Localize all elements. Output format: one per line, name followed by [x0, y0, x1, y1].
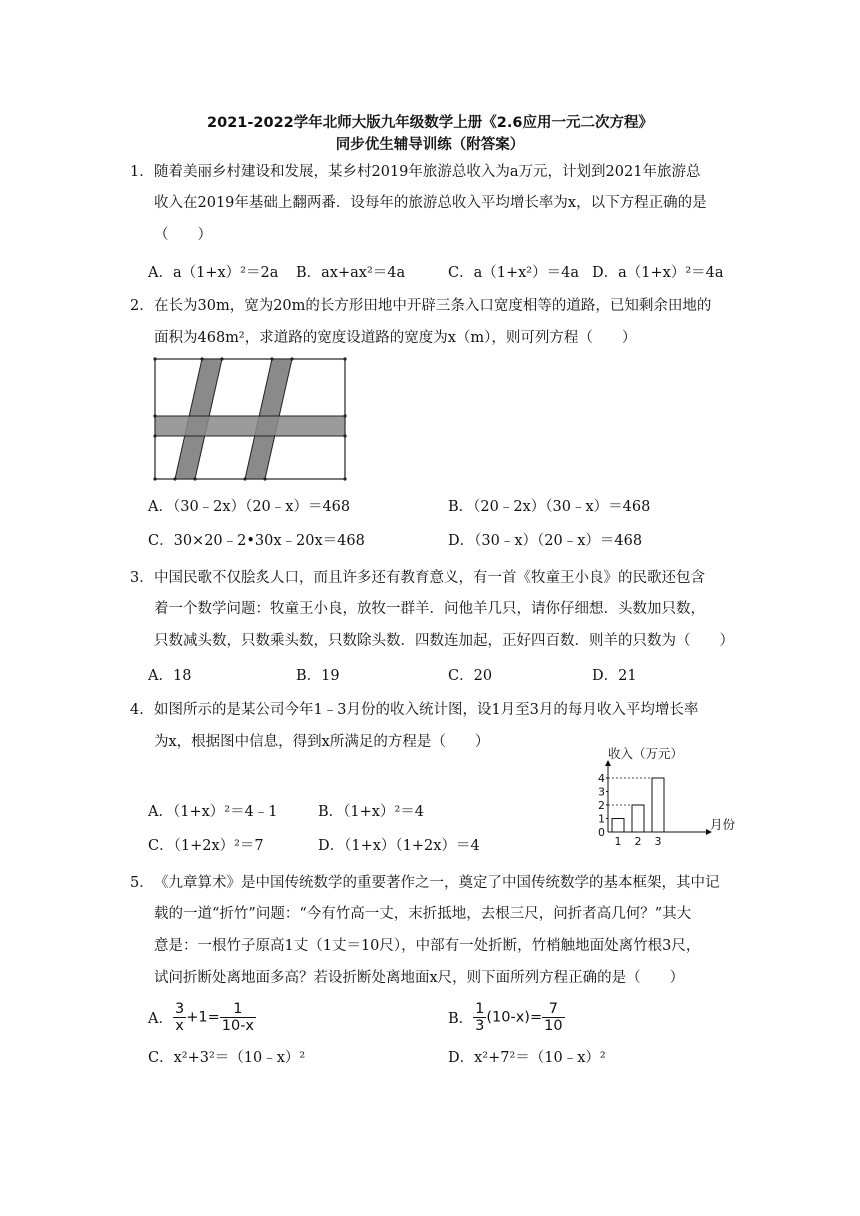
option-b[interactable]: B．19	[296, 668, 340, 684]
numerator: 1	[475, 1001, 485, 1017]
page-title: 2021-2022学年北师大版九年级数学上册《2.6应用一元二次方程》	[207, 115, 653, 131]
chart-xlabel: 月份	[710, 817, 736, 832]
question-text: 如图所示的是某公司今年1﹣3月份的收入统计图，设1月至3月的每月收入平均增长率	[154, 702, 699, 718]
denominator: 10-x	[221, 1018, 255, 1034]
question-text: 载的一道“折竹”问题：“今有竹高一丈，末折抵地，去根三尺，问折者高几何？”其大	[154, 906, 692, 922]
expression: (10-x)=	[486, 1009, 543, 1026]
question-text: 在长为30m，宽为20m的长方形田地中开辟三条入口宽度相等的道路，已知剩余田地的	[154, 298, 712, 314]
option-a[interactable]	[148, 1001, 256, 1034]
numerator: 1	[220, 1001, 256, 1018]
question-text: 只数减头数，只数乘头数，只数除头数．四数连加起，正好四百数．则羊的只数为（ ）	[154, 633, 734, 649]
option-a[interactable]: A．（30﹣2x）（20﹣x）＝468	[148, 499, 351, 515]
option-d[interactable]: D．x²+7²＝（10﹣x）²	[448, 1050, 606, 1066]
question-number: 2．	[130, 298, 154, 314]
question-text: 为x，根据图中信息，得到x所满足的方程是（ ）	[154, 734, 490, 750]
y-tick-label: 0	[598, 826, 605, 839]
y-tick-label: 3	[598, 785, 605, 799]
question-text: （ ）	[154, 227, 212, 243]
x-tick-label: 1	[614, 835, 622, 848]
fraction	[542, 1001, 564, 1034]
option-b[interactable]	[448, 1001, 565, 1034]
option-b[interactable]: B．ax+ax²＝4a	[296, 265, 406, 281]
fraction	[173, 1001, 186, 1034]
question-text: 意是：一根竹子原高1丈（1丈＝10尺），中部有一处折断，竹梢触地面处离竹根3尺，	[154, 938, 701, 954]
fraction	[473, 1001, 486, 1034]
bar-month-2	[632, 805, 644, 832]
question-text: 试问折断处离地面多高？若设折断处离地面x尺，则下面所列方程正确的是（ ）	[154, 970, 685, 986]
option-d[interactable]: D．（1+x）（1+2x）＝4	[318, 838, 480, 854]
page-subtitle: 同步优生辅导训练（附答案）	[335, 137, 525, 153]
y-tick-label: 1	[598, 812, 605, 826]
question-number: 4．	[130, 702, 154, 718]
chart-title: 收入（万元）	[608, 746, 684, 761]
option-d[interactable]: D．（30﹣x）（20﹣x）＝468	[448, 533, 643, 549]
expression: +1=	[186, 1009, 220, 1026]
bar-month-1	[612, 819, 624, 833]
option-a[interactable]: A．（1+x）²＝4﹣1	[148, 804, 278, 820]
question-text: 中国民歌不仅脍炙人口，而且许多还有教育意义，有一首《牧童王小良》的民歌还包含	[154, 570, 705, 586]
question-text: 收入在2019年基础上翻两番．设每年的旅游总收入平均增长率为x，以下方程正确的是	[154, 195, 707, 211]
numerator: 7	[542, 1001, 564, 1018]
numerator: 3	[174, 1001, 185, 1017]
question-number: 3．	[130, 570, 154, 586]
option-c[interactable]: C．20	[448, 668, 493, 684]
option-c[interactable]: C．a（1+x²）＝4a	[448, 265, 579, 281]
fraction	[220, 1001, 256, 1034]
question-text: 面积为468m²，求道路的宽度设道路的宽度为x（m），则可列方程（ ）	[154, 330, 637, 346]
denominator: 3	[475, 1018, 485, 1034]
question-number: 5．	[130, 875, 154, 891]
field-roads-diagram	[150, 354, 350, 484]
denominator: 10	[544, 1018, 563, 1034]
denominator: x	[175, 1018, 184, 1034]
option-c[interactable]: C．（1+2x）²＝7	[148, 838, 264, 854]
option-a[interactable]: A．a（1+x）²＝2a	[148, 265, 279, 281]
y-tick-label: 4	[598, 772, 605, 785]
option-d[interactable]: D．21	[592, 668, 637, 684]
question-text: 随着美丽乡村建设和发展，某乡村2019年旅游总收入为a万元，计划到2021年旅游总	[154, 164, 701, 180]
option-c[interactable]: C．x²+3²＝（10﹣x）²	[148, 1050, 306, 1066]
x-tick-label: 3	[654, 835, 662, 848]
option-a[interactable]: A．18	[148, 668, 192, 684]
option-b[interactable]: B．（20﹣2x）（30﹣x）＝468	[448, 499, 651, 515]
option-label: A．	[148, 1011, 173, 1027]
bar-month-3	[652, 778, 664, 832]
x-tick-label: 2	[634, 835, 642, 848]
question-number: 1．	[130, 164, 154, 180]
option-d[interactable]: D．a（1+x）²＝4a	[592, 265, 724, 281]
option-label: B．	[448, 1011, 474, 1027]
question-text: 《九章算术》是中国传统数学的重要著作之一，奠定了中国传统数学的基本框架，其中记	[154, 875, 720, 891]
option-b[interactable]: B．（1+x）²＝4	[318, 804, 424, 820]
option-c[interactable]: C．30×20﹣2•30x﹣20x＝468	[148, 533, 365, 549]
y-tick-label: 2	[598, 799, 605, 812]
income-bar-chart	[588, 744, 748, 848]
question-text: 着一个数学问题：牧童王小良，放牧一群羊．问他羊几只，请你仔细想．头数加只数，	[154, 601, 705, 617]
